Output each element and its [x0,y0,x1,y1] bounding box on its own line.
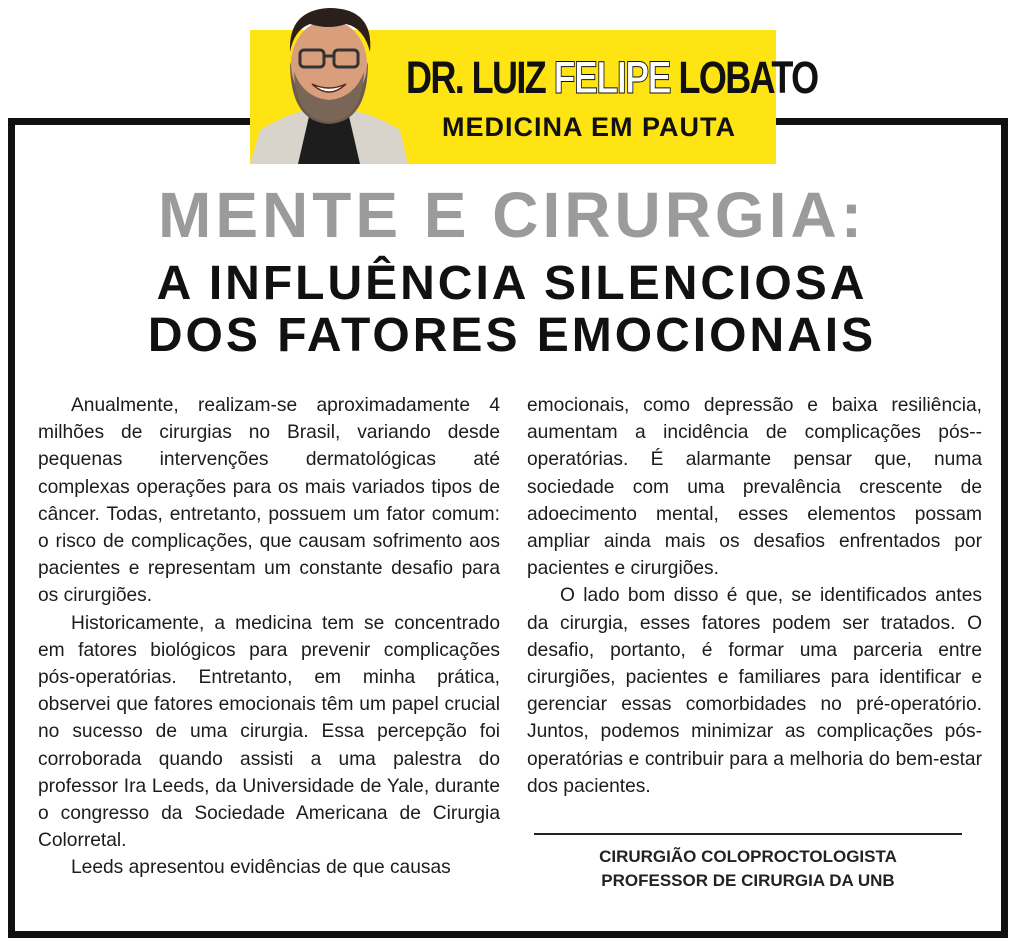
headline-line-2: DOS FATORES EMOCIONAIS [147,309,877,362]
name-last: LOBATO [678,52,818,103]
author-name [406,52,818,104]
paragraph: emocionais, como depressão e baixa resiliência, aumentam a incidência de complicações pós--operatórias. É alarmante pensar que, numa sociedade com uma prevalência crescente de adoecimento mental, esses elementos possam ampliar ainda mais os desafios enfrentados por pacientes e cirurgiões. [527,395,982,580]
name-first: LUIZ [471,52,546,103]
paragraph: O lado bom disso é que, se identificados antes da cirurgia, esses fatores podem ser tratados. O desafio, portanto, é formar uma parceria entre cirurgiões, pacientes e familiares para identificar e gerenciar essas comorbidades no pré-operatório. Juntos, podemos minimizar as complicações pós-operatórias e contribuir para a melhoria do bem-estar dos pacientes. [527,585,982,797]
name-middle: FELIPE [553,52,671,103]
name-prefix: DR. [406,52,464,103]
article-kicker: MENTE E CIRURGIA: [158,179,866,251]
article-right-column [527,392,982,800]
headline-line-1: A INFLUÊNCIA SILENCIOSA [156,257,868,310]
article-left-column [38,392,500,882]
author-portrait [250,0,408,164]
paragraph: Historicamente, a medicina tem se concentrado em fatores biológicos para prevenir complicações pós-operatórias. Entretanto, em minha prática, observei que fatores emocionais têm um papel crucial no sucesso de uma cirurgia. Essa percepção foi corroborada quando assisti a uma palestra do professor Ira Leeds, da Universidade de Yale, durante o congresso da Sociedade Americana de Cirurgia Colorretal. [38,612,500,852]
paragraph: Anualmente, realizam-se aproximadamente 4 milhões de cirurgias no Brasil, variando desde pequenas intervenções dermatológicas até complexas operações para os mais variados tipos de câncer. Todas, entretanto, possuem um fator comum: o risco de complicações, que causam sofrimento aos pacientes e representam um constante desafio para os cirurgiões. [38,395,500,607]
column-title: MEDICINA EM PAUTA [442,112,736,142]
author-role: CIRURGIÃO COLOPROCTOLOGISTA [599,847,897,866]
signature-divider [534,833,962,835]
article-headline [0,258,1024,362]
author-affiliation: PROFESSOR DE CIRURGIA DA UNB [601,871,895,890]
paragraph: Leeds apresentou evidências de que causas [71,857,451,879]
